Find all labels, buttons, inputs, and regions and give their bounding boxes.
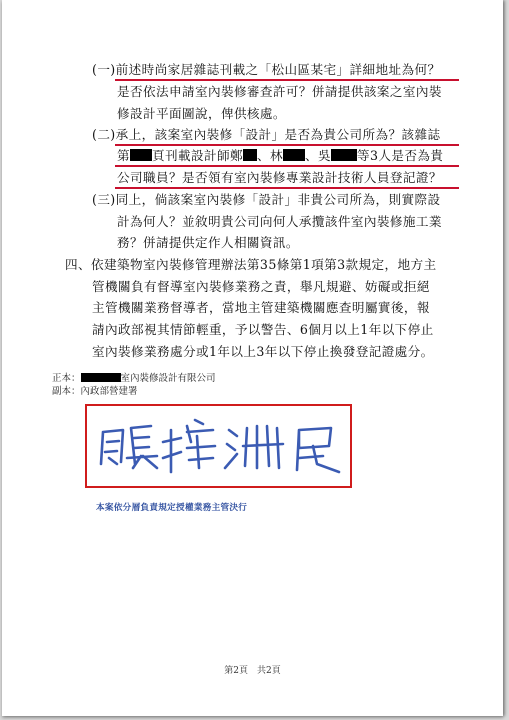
paragraph-4-line-5: 室內裝修業務處分或1年以上3年以下停止換發登記證處分。: [92, 344, 434, 359]
page-number: 第2頁 共2頁: [224, 666, 281, 676]
item-1-line-1: (一)前述時尚家居雜誌刊載之「松山區某宅」詳細地址為何？: [92, 62, 441, 77]
red-underline-2: [115, 144, 459, 146]
item-2-text-b: 頁刊載設計師鄭: [152, 148, 243, 163]
redaction-bar: [130, 149, 152, 161]
item-1-line-3: 修設計平面圖說，俾供核處。: [117, 106, 286, 121]
paragraph-4-line-3: 主管機關業務督導者，當地主管建築機關應查明屬實後，報: [92, 300, 430, 315]
original-label: 正本：: [52, 373, 81, 384]
redaction-bar: [81, 373, 121, 382]
item-2-text-a: 第: [117, 148, 130, 163]
paragraph-4-line-1: 四、依建築物室內裝修管理辦法第35條第1項第3款規定，地方主: [65, 257, 437, 272]
paragraph-4-line-2: 管機關負有督導室內裝修業務之責，舉凡規避、妨礙或拒絕: [92, 279, 430, 294]
item-2-text-d: 、吳: [304, 148, 331, 163]
red-underline-3: [115, 165, 459, 167]
signature-highlight-box: [85, 404, 352, 488]
item-2-line-1: (二)承上，該案室內裝修「設計」是否為貴公司所為？該雜誌: [92, 127, 441, 142]
item-1-line-2: 是否依法申請室內裝修審查許可？併請提供該案之室內裝: [117, 84, 442, 99]
delegation-stamp: 本案依分層負責規定授權業務主管決行: [96, 503, 248, 513]
item-3-line-1: (三)同上，倘該案室內裝修「設計」非貴公司所為，則實際設: [92, 192, 441, 207]
item-2-text-c: 、林: [256, 148, 283, 163]
item-3-line-3: 務？併請提供定作人相關資訊。: [117, 235, 299, 250]
paragraph-4-line-4: 請內政部視其情節輕重，予以警告、6個月以上1年以下停止: [92, 322, 434, 337]
copy-value: 內政部營建署: [80, 386, 138, 397]
item-2-text-e: 等3人是否為貴: [356, 148, 444, 163]
copy-label: 副本：: [52, 386, 81, 397]
original-recipient: [52, 370, 216, 384]
red-underline-1: [115, 79, 459, 81]
red-underline-4: [115, 187, 459, 189]
item-2-line-2: [117, 148, 443, 164]
original-value: 室內裝修設計有限公司: [120, 373, 216, 384]
document-page: [2, 0, 503, 716]
copy-recipient: [52, 383, 138, 397]
redaction-bar: [331, 149, 357, 161]
redaction-bar: [243, 149, 257, 161]
redaction-bar: [283, 149, 305, 161]
item-2-line-3: 公司職員？是否領有室內裝修專業設計技術人員登記證？: [117, 170, 442, 185]
item-3-line-2: 計為何人？並敘明貴公司向何人承攬該件室內裝修施工業: [117, 214, 442, 229]
handwritten-signature: [87, 406, 350, 486]
